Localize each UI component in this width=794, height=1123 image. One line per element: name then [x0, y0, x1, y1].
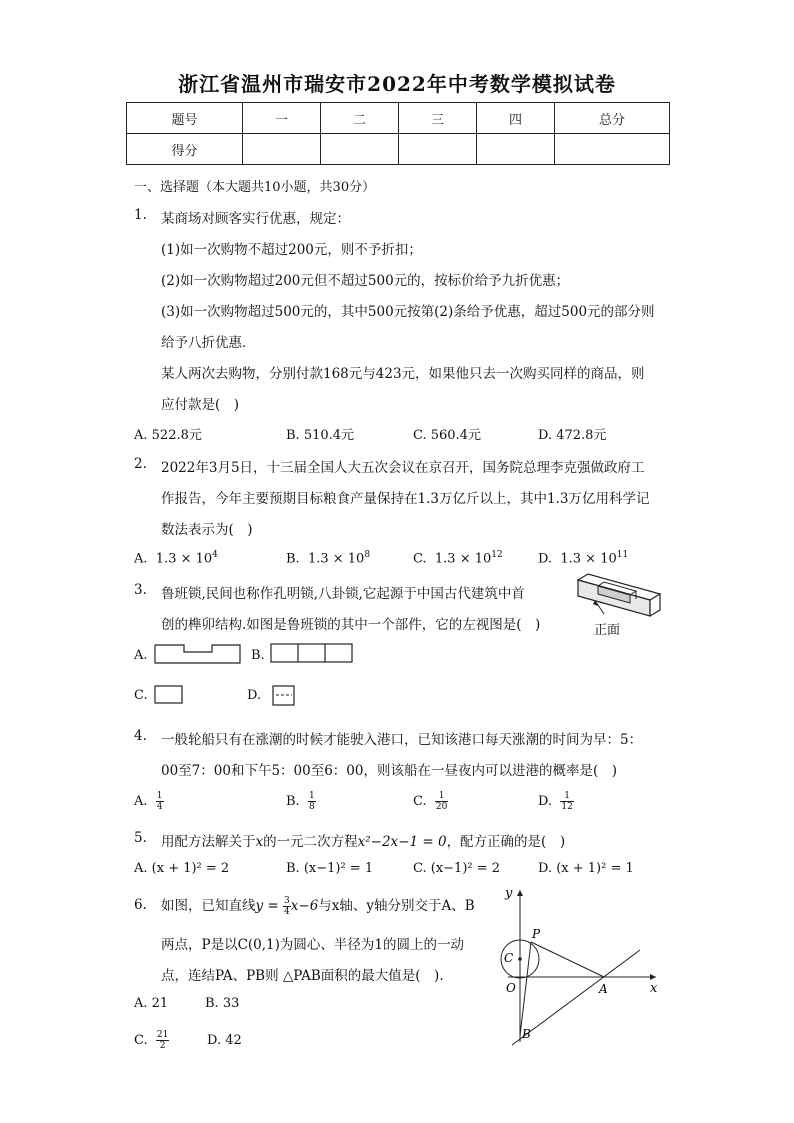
score-table-header-row	[127, 103, 670, 134]
q4-option-d[interactable]	[538, 791, 574, 812]
label-c: C	[504, 951, 514, 965]
option-letter: C.	[413, 551, 427, 567]
option-letter: C.	[134, 1033, 148, 1048]
fraction-denominator: 2	[159, 1041, 166, 1051]
option-letter: A.	[134, 551, 148, 567]
fraction-denominator: 20	[435, 802, 448, 812]
q3-option-b[interactable]: B.	[251, 648, 265, 663]
fraction-denominator: 8	[308, 802, 315, 812]
option-exponent: 8	[364, 550, 371, 560]
line-ab	[512, 950, 640, 1045]
option-exponent: 12	[491, 550, 503, 560]
score-input-cell[interactable]	[243, 134, 321, 165]
q5-stem-c: ，配方正确的是( )	[446, 834, 566, 850]
q6-geometry-figure	[488, 880, 668, 1050]
q1-number: 1.	[134, 207, 147, 223]
q3-option-d[interactable]: D.	[247, 688, 262, 703]
option-fraction	[560, 791, 573, 812]
score-input-cell[interactable]	[321, 134, 399, 165]
q1-ask-a: 某人两次去购物，分别付款168元与423元，如果他只去一次购买同样的商品，则	[161, 366, 645, 382]
q2-option-a[interactable]	[134, 550, 218, 566]
q5-stem	[161, 830, 565, 850]
option-base: 1.3 × 10	[307, 551, 365, 567]
q6-eq-b: x−6	[290, 898, 319, 914]
option-fraction	[308, 791, 316, 812]
q1-option-c[interactable]: C. 560.4元	[413, 428, 481, 443]
q2-line-2: 作报告，今年主要预期目标粮食产量保持在1.3万亿斤以上，其中1.3万亿用科学记	[161, 491, 650, 507]
q4-option-c[interactable]	[413, 791, 448, 812]
q6-option-b[interactable]: B. 33	[205, 996, 240, 1011]
q2-line-3: 数法表示为( )	[161, 522, 253, 538]
q4-option-a[interactable]	[134, 791, 164, 812]
score-header-cell: 四	[477, 103, 555, 134]
q5-variable: x	[255, 834, 264, 850]
q6-option-d[interactable]: D. 42	[207, 1033, 242, 1048]
fraction-denominator: 12	[561, 802, 573, 812]
q4-option-b[interactable]	[286, 791, 316, 812]
q5-option-d[interactable]: D. (x + 1)² = 1	[538, 861, 634, 876]
q6-line-1-b: 与x轴、y轴分别交于A、B	[318, 898, 475, 914]
score-header-cell: 题号	[127, 103, 243, 134]
label-y: y	[505, 886, 513, 901]
q3-option-a-shape[interactable]	[154, 644, 242, 664]
q6-option-a[interactable]: A. 21	[134, 996, 169, 1011]
option-letter: D.	[538, 551, 553, 567]
option-letter: A.	[134, 794, 148, 809]
q6-fraction	[283, 896, 291, 917]
segment-pb	[520, 942, 531, 1036]
center-point-c	[518, 957, 522, 961]
q3-option-d-shape[interactable]	[272, 685, 296, 707]
fraction-numerator: 21	[156, 1030, 169, 1040]
q6-line-1-a: 如图，已知直线	[161, 898, 256, 914]
q5-option-a[interactable]: A. (x + 1)² = 2	[134, 861, 230, 876]
q1-option-a[interactable]: A. 522.8元	[134, 428, 202, 443]
q3-option-b-shape[interactable]	[270, 643, 354, 663]
front-view-label: 正面	[594, 623, 621, 638]
q6-eq-a: y =	[255, 898, 284, 914]
score-header-cell: 三	[399, 103, 477, 134]
option-letter: C.	[413, 794, 427, 809]
q4-number: 4.	[134, 728, 147, 744]
q5-option-b[interactable]: B. (x−1)² = 1	[286, 861, 374, 876]
score-header-cell: 一	[243, 103, 321, 134]
q6-option-c[interactable]	[134, 1030, 169, 1051]
q3-option-a[interactable]: A.	[134, 648, 148, 663]
score-table-score-row	[127, 134, 670, 165]
score-header-cell: 总分	[555, 103, 670, 134]
label-o: O	[506, 981, 516, 995]
option-exponent: 11	[616, 550, 629, 560]
q2-number: 2.	[134, 456, 147, 472]
score-input-cell[interactable]	[477, 134, 555, 165]
q5-option-c[interactable]: C. (x−1)² = 2	[413, 861, 501, 876]
fraction-denominator: 4	[156, 802, 163, 812]
label-a: A	[599, 982, 608, 996]
label-x: x	[650, 981, 658, 996]
fraction-denominator: 4	[284, 907, 290, 917]
score-row-label: 得分	[127, 134, 243, 165]
q2-option-d[interactable]	[538, 550, 628, 566]
q4-line-1: 一般轮船只有在涨潮的时候才能驶入港口，已知该港口每天涨潮的时间为早：5：	[161, 732, 643, 748]
option-fraction	[156, 1030, 169, 1051]
q3-number: 3.	[134, 582, 147, 598]
q1-ask-b: 应付款是( )	[161, 397, 240, 413]
score-table	[126, 102, 670, 165]
q2-line-1: 2022年3月5日，十三届全国人大五次会议在京召开，国务院总理李克强做政府工	[161, 460, 645, 476]
option-exponent: 4	[212, 550, 218, 560]
option-letter: B.	[286, 551, 300, 567]
option-fraction	[435, 791, 448, 812]
q3-line-1: 鲁班锁,民间也称作孔明锁,八卦锁,它起源于中国古代建筑中首	[161, 586, 525, 602]
segment-pa	[531, 942, 604, 977]
page-title: 浙江省温州市瑞安市2022年中考数学模拟试卷	[178, 72, 616, 96]
label-p: P	[532, 927, 541, 941]
option-fraction	[156, 791, 164, 812]
option-base: 1.3 × 10	[560, 551, 617, 567]
label-b: B	[522, 1027, 531, 1041]
option-base: 1.3 × 10	[434, 551, 492, 567]
q6-line-1	[161, 894, 475, 917]
q5-number: 5.	[134, 830, 147, 846]
fraction-numerator: 1	[308, 791, 315, 801]
section-heading: 一、选择题（本大题共10小题，共30分）	[134, 180, 376, 195]
option-letter: B.	[286, 794, 300, 809]
q1-rule-1: (1)如一次购物不超过200元，则不予折扣；	[161, 242, 422, 258]
q1-rule-3a: (3)如一次购物超过500元的，其中500元按第(2)条给予优惠，超过500元的部分则	[161, 304, 655, 320]
fraction-numerator: 1	[435, 791, 448, 802]
q6-line-2: 两点，P是以C(0,1)为圆心、半径为1的圆上的一动	[161, 937, 465, 953]
option-letter: D.	[538, 794, 553, 809]
score-input-cell[interactable]	[399, 134, 477, 165]
fraction-numerator: 1	[156, 791, 163, 801]
q4-line-2: 00至7：00和下午5：00至6：00，则该船在一昼夜内可以进港的概率是( )	[161, 763, 618, 779]
q1-option-b[interactable]: B. 510.4元	[286, 428, 355, 443]
q1-option-d[interactable]: D. 472.8元	[538, 428, 607, 443]
q3-option-c[interactable]: C.	[134, 688, 148, 703]
q1-rule-3b: 给予八折优惠．	[161, 335, 256, 351]
q3-option-c-shape[interactable]	[154, 685, 184, 705]
fraction-numerator: 1	[560, 791, 573, 802]
q2-option-c[interactable]	[413, 550, 503, 566]
q5-stem-a: 用配方法解关于	[161, 834, 256, 850]
q2-option-b[interactable]	[286, 550, 370, 566]
q5-stem-b: 的一元二次方程	[263, 834, 358, 850]
q6-line-3: 点，连结PA、PB则 △PAB面积的最大值是( ).	[161, 968, 444, 984]
score-header-cell: 二	[321, 103, 399, 134]
q5-equation: x²−2x−1 = 0	[357, 834, 447, 850]
q1-rule-2: (2)如一次购物超过200元但不超过500元的，按标价给予九折优惠；	[161, 273, 570, 289]
option-base: 1.3 × 10	[155, 551, 213, 567]
q1-stem: 某商场对顾客实行优惠，规定：	[161, 211, 350, 227]
score-input-cell[interactable]	[555, 134, 670, 165]
fraction-numerator: 3	[284, 896, 290, 906]
q3-line-2: 创的榫卯结构.如图是鲁班锁的其中一个部件，它的左视图是( )	[161, 617, 541, 633]
q6-number: 6.	[134, 897, 147, 913]
